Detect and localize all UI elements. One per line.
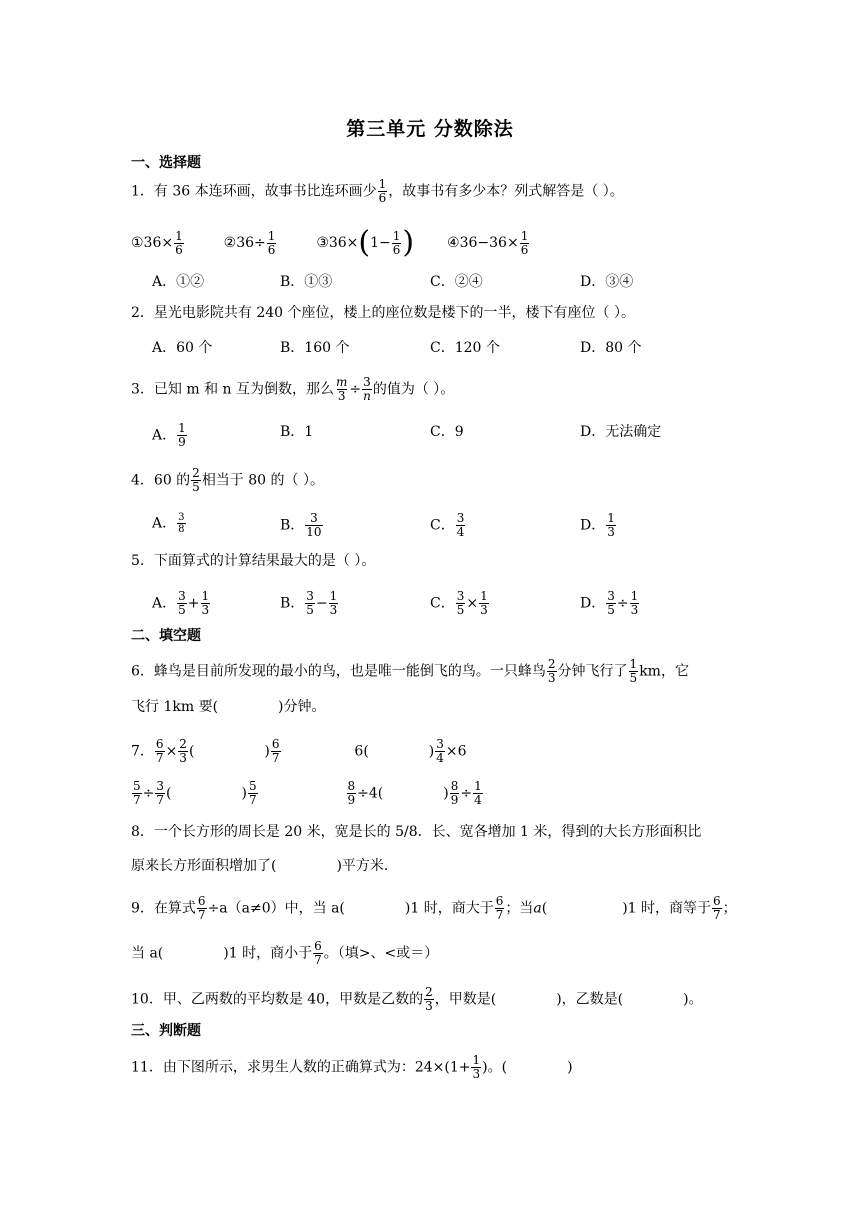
question-4: 4．60 的 $\frac{2}{5}$ 相当于 80 的（ ）。 <box>131 466 324 494</box>
q5-option-a[interactable]: A． $\frac{3}{5}$ + $\frac{1}{3}$ <box>152 589 210 617</box>
q2-option-a[interactable]: A．60 个 <box>152 340 213 356</box>
question-9-line2: 当 a( )1 时，商小于 $\frac{6}{7}$ 。（填>、<或＝） <box>131 939 439 967</box>
question-6: 6．蜂鸟是目前所发现的最小的鸟，也是唯一能倒飞的鸟。一只蜂鸟 $\frac{2}{3}$ 分钟飞行了 $\frac{1}{5}$ km，它 <box>131 657 689 685</box>
expr-4: ④36−36× $\frac{1}{6}$ <box>447 228 529 257</box>
question-8: 8．一个长方形的周长是 20 米，宽是长的 5/8．长、宽各增加 1 米，得到的大长方形面积比 <box>131 824 702 840</box>
q4-option-c[interactable]: C． $\frac{3}{4}$ <box>430 511 465 539</box>
expr-2: ②36÷ $\frac{1}{6}$ <box>223 228 276 257</box>
page-title: 第三单元 分数除法 <box>346 118 514 140</box>
q4-option-a[interactable]: A． $\frac{3}{8}$ <box>152 512 185 535</box>
q1-option-d[interactable]: D．③④ <box>580 274 634 290</box>
q2-option-d[interactable]: D．80 个 <box>580 340 642 356</box>
question-1-expressions <box>131 225 530 260</box>
question-7-row1: 7． $\frac{6}{7}$ × $\frac{2}{3}$ ( ) $\frac{6}{7}$ 6( ) $\frac{3}{4}$ ×6 <box>131 737 467 765</box>
question-5: 5．下面算式的计算结果最大的是（ ）。 <box>131 553 376 569</box>
question-10: 10．甲、乙两数的平均数是 40，甲数是乙数的 $\frac{2}{3}$ ，甲数是( )，乙数是( )。 <box>131 985 703 1013</box>
question-7-row2: $\frac{5}{7}$ ÷ $\frac{3}{7}$ ( ) $\frac{5}{7}$ $\frac{8}{9}$ ÷4( ) $\frac{8}{9}$ ÷ $\frac{1}{4}$ <box>133 779 482 807</box>
question-11: 11．由下图所示，求男生人数的正确算式为：24×(1+ $\frac{1}{3}$ )。( ) <box>131 1053 573 1081</box>
expr-3: ③36×(1− $\frac{1}{6}$ ) <box>316 225 415 260</box>
expr-1: ①36× $\frac{1}{6}$ <box>131 228 183 257</box>
question-9: 9．在算式 $\frac{6}{7}$ ÷a（a≠0）中，当 a( )1 时，商大于 $\frac{6}{7}$ ；当a( )1 时，商等于 $\frac{6}{7}$ ； <box>131 894 737 922</box>
q2-option-c[interactable]: C．120 个 <box>430 340 500 356</box>
section-true-false: 三、判断题 <box>131 1023 201 1039</box>
fraction-m-3: $\frac{m}{3}$ <box>336 375 348 403</box>
question-6-line2: 飞行 1km 要( )分钟。 <box>131 699 326 715</box>
q3-option-a[interactable]: A． $\frac{1}{9}$ <box>152 421 186 449</box>
section-choice: 一、选择题 <box>131 155 201 171</box>
question-8-line2: 原来长方形面积增加了( )平方米. <box>131 858 389 874</box>
q5-option-c[interactable]: C． $\frac{3}{5}$ × $\frac{1}{3}$ <box>430 589 488 617</box>
q5-option-d[interactable]: D． $\frac{3}{5}$ ÷ $\frac{1}{3}$ <box>580 589 639 617</box>
question-2: 2．星光电影院共有 240 个座位，楼上的座位数是楼下的一半，楼下有座位（ ）。 <box>131 305 635 321</box>
fraction-3-n: $\frac{3}{n}$ <box>363 375 371 403</box>
q1-option-c[interactable]: C．②④ <box>430 274 483 290</box>
q3-option-b[interactable]: B．1 <box>280 424 314 440</box>
q3-option-c[interactable]: C．9 <box>430 424 464 440</box>
q4-option-d[interactable]: D． $\frac{1}{3}$ <box>580 511 615 539</box>
q4-option-b[interactable]: B． $\frac{3}{10}$ <box>280 511 322 539</box>
fraction-1-6: $\frac{1}{6}$ <box>378 177 387 205</box>
q5-option-b[interactable]: B． $\frac{3}{5}$ − $\frac{1}{3}$ <box>280 589 338 617</box>
q1-option-a[interactable]: A．①② <box>152 274 205 290</box>
q1-option-b[interactable]: B．①③ <box>280 274 333 290</box>
question-3: 3．已知 m 和 n 互为倒数，那么 $\frac{m}{3}$ ÷ $\frac{3}{n}$ 的值为（ ）。 <box>131 375 455 403</box>
q3-option-d[interactable]: D．无法确定 <box>580 424 662 440</box>
q2-option-b[interactable]: B．160 个 <box>280 340 350 356</box>
section-fill-in: 二、填空题 <box>131 628 201 644</box>
question-1: 1．有 36 本连环画，故事书比连环画少 $\frac{1}{6}$ ，故事书有多少本？列式解答是（ ）。 <box>131 177 624 205</box>
